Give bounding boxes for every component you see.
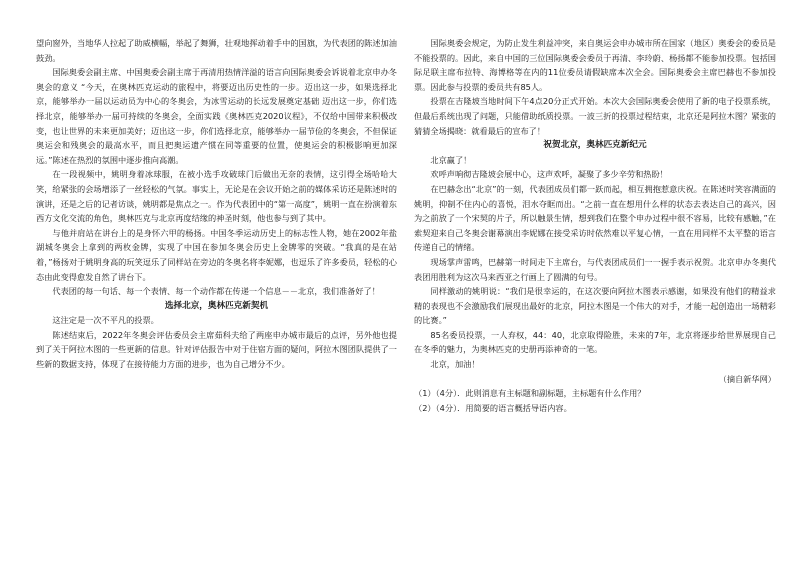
paragraph: 国际奥委会规定，为防止发生利益冲突，来自奥运会申办城市所在国家（地区）奥委会的委员是不能投票的。因此，来自中国的三位国际奥委会委员于再清、李玲蔚、杨扬都不能参加投票。包括国际足联主席布拉特、海博格等在内的11位委员请假缺席本次全会。国际奥委会主席巴赫也不参加投票。因此参与投票的委员共有85人。 — [414, 38, 776, 92]
paragraph: 欢呼声响彻吉隆坡会展中心，这声欢呼，凝聚了多少辛劳和热盼！ — [430, 169, 668, 180]
paragraph: 国际奥委会副主席、中国奥委会副主席于再清用热情洋溢的语言向国际奥委会诉说着北京申办冬奥会的意义 “今天，在奥林匹克运动的旅程中，将要迈出历史性的一步。迈出这一步，如果选择北京，能够举办一届以运动员为中心的冬奥会，为冰雪运动的长远发展奠定基础 迈出这一步，你们选择北京，能够举办一届可持续的冬奥会，全面实践《奥林匹克2020议程》，不仅给中国带来积极改变，也让世界的未来更加美好；迈出这一步，你们选择北京，能够举办一届节俭的冬奥会，不但保证奥运会和残奥会的最高水平，而且把奥运遗产惯在同等重要的位置，使奥运会的积极影响更加深远。”陈述在热烈的氛围中逐步推向高潮。 — [36, 67, 397, 165]
paragraph: 代表团的每一句话、每一个表情、每一个动作都在传递一个信息－－北京，我们准备好了！ — [52, 286, 380, 297]
paragraph: 同样激动的姚明说：“我们是很幸运的，在这次要向阿拉木图表示感谢，如果没有他们的精益求精的表现也不会激励我们展现出最好的北京，阿拉木图是一个伟大的对手，才能一起创造出一场精彩的比赛。” — [414, 286, 776, 326]
paragraph: 与他并肩站在讲台上的是身怀六甲的杨扬。中国冬季运动历史上的标志性人物，她在2002年盐湖城冬奥会上拿到的两枚金牌，实现了中国在参加冬奥会历史上金牌零的突破。“我真的是在站着，”杨扬对于姚明身高的玩笑逗乐了同样站在旁边的冬奥名将李妮娜，也逗乐了许多委员，轻松的心态由此变得愈发自然了讲台下。 — [36, 227, 397, 282]
section-heading: 祝贺北京，奥林匹克新纪元 — [543, 140, 647, 151]
paragraph: 北京赢了！ — [430, 154, 472, 165]
paragraph: 北京，加油！ — [430, 359, 480, 370]
paragraph: 陈述结束后，2022年冬奥会评估委员会主席茹科夫给了两座申办城市最后的点评，另外他也提到了关于阿拉木图的一些更新的信息。针对评估报告中对于住宿方面的疑问，阿拉木图团队提供了一些新的数据支持，体现了在接待能力方面的进步，也为自己增分不少。 — [36, 329, 397, 370]
question: （2）（4分）．用简要的语言概括导语内容。 — [414, 402, 572, 413]
paragraph: 在巴赫念出“北京”的一刻，代表团成员们都一跃而起，相互拥抱惹意庆祝。在陈述时笑容满面的姚明，抑制不住内心的喜悦，泪水夺眶而出。“之前一直在想用什么样的状态去表达自己的高兴，因为之前放了一个宋契的片子，所以触景生情，想到我们在整个申办过程中很不容易，比较有感触，”在索契迎来自己冬奥会谢幕演出李妮娜在接受采访时依然难以平复心情，一直在用同样不太平整的语言传递自己的情绪。 — [414, 183, 776, 253]
paragraph: 在一段视频中，姚明身着冰球服，在被小选手攻破球门后做出无奈的表情，这引得全场哈哈大笑，给紧张的会场增添了一丝轻松的气氛。事实上，无论是在会议开始之前的媒体采访还是陈述时的演讲，还是之后的记者访谈，姚明都是焦点之一。作为代表团中的“第一高度”，姚明一直在扮演着东西方文化交流的角色，奥林匹克与北京再度结缘的神圣时刻，他也参与到了其中。 — [36, 169, 397, 224]
right-column — [414, 36, 776, 415]
left-column — [36, 36, 397, 372]
source-attribution: （摘自新华网） — [718, 373, 776, 384]
section-heading: 选择北京，奥林匹克新契机 — [164, 300, 269, 311]
question: （1）（4分）．此则消息有主标题和副标题，主标题有什么作用？ — [414, 388, 646, 399]
paragraph: 85名委员投票，一人弃权，44：40，北京取得险胜，未来的7年，北京将逐步给世界展现自己在冬季的魅力，为奥林匹克的史册再添神奇的一笔。 — [414, 329, 776, 355]
paragraph: 投票在吉隆坡当地时间下午4点20分正式开始。本次大会国际奥委会使用了新的电子投票系统，但最后系统出现了问题，只能借助纸质投票。一波三折的投票过程结束，北京还是阿拉木图？紧张的猜猜全场揭晓：就看最后的宣布了！ — [414, 96, 776, 136]
paragraph: 这注定是一次不平凡的投票。 — [52, 315, 159, 326]
paragraph: 现场掌声雷鸣，巴赫第一时间走下主席台，与代表团成员们一一握手表示祝贺。北京申办冬奥代表团用胜利为这次马来西亚之行画上了圆满的句号。 — [414, 256, 776, 282]
paragraph: 望向窗外，当地华人拉起了助威横幅，举起了舞狮，壮观地挥动着手中的国旗，为代表团的陈述加油鼓劲。 — [36, 38, 397, 63]
